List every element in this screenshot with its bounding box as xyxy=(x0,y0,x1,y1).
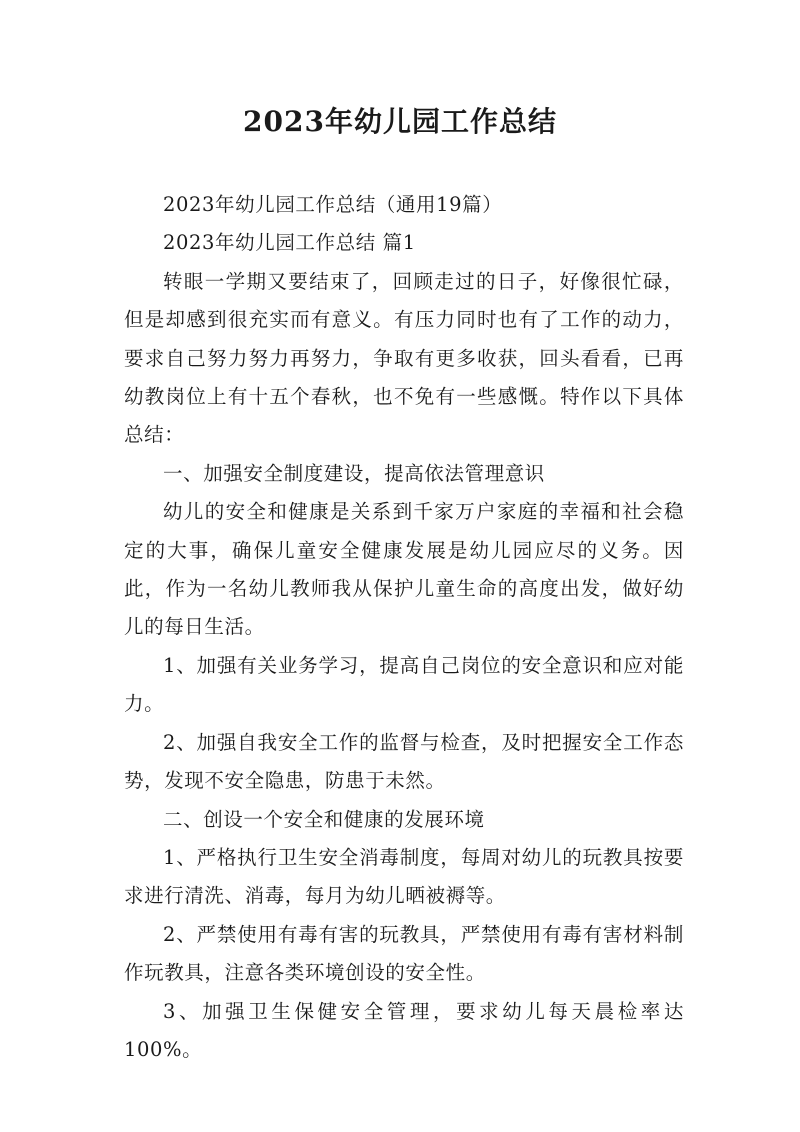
section-heading-safety-system: 一、加强安全制度建设，提高依法管理意识 xyxy=(163,461,545,485)
list-item-toys: 2、严禁使用有毒有害的玩教具，严禁使用有毒有害材料制作玩教具，注意各类环境创设的安全性。 xyxy=(124,922,684,985)
section-heading-environment: 二、创设一个安全和健康的发展环境 xyxy=(163,807,485,831)
safety-paragraph: 幼儿的安全和健康是关系到千家万户家庭的幸福和社会稳定的大事，确保儿童安全健康发展是幼儿园应尽的义务。因此，作为一名幼儿教师我从保护儿童生命的高度出发，做好幼儿的每日生活。 xyxy=(124,500,684,639)
list-item-disinfection: 1、严格执行卫生安全消毒制度，每周对幼儿的玩教具按要求进行清洗、消毒，每月为幼儿晒被褥等。 xyxy=(124,845,684,908)
intro-paragraph: 转眼一学期又要结束了，回顾走过的日子，好像很忙碌，但是却感到很充实而有意义。有压力同时也有了工作的动力，要求自己努力努力再努力，争取有更多收获，回头看看，已再幼教岗位上有十五个春秋，也不免有一些感慨。特作以下具体总结： xyxy=(124,269,684,447)
list-item-supervision: 2、加强自我安全工作的监督与检查，及时把握安全工作态势，发现不安全隐患，防患于未然。 xyxy=(124,730,684,793)
section-heading-part-1: 2023年幼儿园工作总结 篇1 xyxy=(163,231,416,255)
list-item-study: 1、加强有关业务学习，提高自己岗位的安全意识和应对能力。 xyxy=(124,653,684,716)
subtitle-paragraph: 2023年幼儿园工作总结（通用19篇） xyxy=(163,193,503,216)
document-body xyxy=(124,186,684,1069)
document-title: 2023年幼儿园工作总结 xyxy=(243,105,557,138)
list-item-health-check: 3、加强卫生保健安全管理，要求幼儿每天晨检率达100%。 xyxy=(124,999,684,1061)
